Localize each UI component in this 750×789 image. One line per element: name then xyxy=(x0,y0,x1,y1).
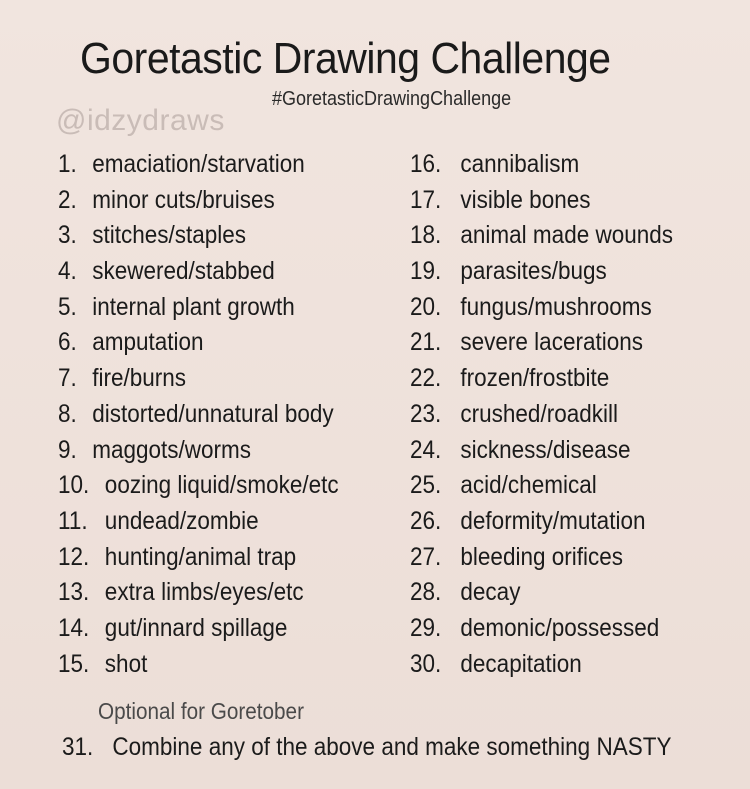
item-number: 30. xyxy=(410,649,442,678)
item-text: fungus/mushrooms xyxy=(460,292,652,321)
list-item xyxy=(58,540,339,576)
item-text: fire/burns xyxy=(92,364,186,393)
item-number: 13. xyxy=(58,578,90,607)
item-number: 31. xyxy=(62,733,94,761)
item-number: 23. xyxy=(410,399,442,428)
list-item xyxy=(58,325,339,361)
list-item xyxy=(58,433,339,469)
item-text: stitches/staples xyxy=(92,221,247,250)
item-number: 25. xyxy=(410,471,442,500)
list-item xyxy=(410,647,673,683)
item-text: internal plant growth xyxy=(92,292,295,321)
item-text: gut/innard spillage xyxy=(104,613,288,642)
item-text: crushed/roadkill xyxy=(460,399,618,428)
list-item xyxy=(410,540,673,576)
list-item xyxy=(410,468,673,504)
item-text: Combine any of the above and make something NASTY xyxy=(112,733,672,761)
item-text: severe lacerations xyxy=(460,328,644,357)
item-number: 20. xyxy=(410,292,442,321)
item-number: 28. xyxy=(410,578,442,607)
watermark: @idzydraws xyxy=(56,104,225,137)
list-item xyxy=(410,397,673,433)
item-number: 16. xyxy=(410,150,442,178)
list-item xyxy=(410,254,673,290)
optional-label: Optional for Goretober xyxy=(98,698,304,724)
item-number: 8. xyxy=(58,399,77,428)
item-text: cannibalism xyxy=(460,150,580,178)
list-item xyxy=(410,147,673,183)
list-item xyxy=(58,647,339,683)
item-text: animal made wounds xyxy=(460,221,674,250)
item-text: bleeding orifices xyxy=(460,542,624,571)
list-item xyxy=(58,147,339,183)
item-number: 9. xyxy=(58,435,77,464)
item-number: 27. xyxy=(410,542,442,571)
list-item xyxy=(58,504,339,540)
item-number: 18. xyxy=(410,221,442,250)
list-item xyxy=(410,361,673,397)
item-text: deformity/mutation xyxy=(460,506,646,535)
item-number: 29. xyxy=(410,613,442,642)
item-text: acid/chemical xyxy=(460,471,597,500)
item-number: 3. xyxy=(58,221,77,250)
list-item xyxy=(410,218,673,254)
page-title: Goretastic Drawing Challenge xyxy=(80,34,611,83)
list-item xyxy=(58,183,339,219)
item-text: oozing liquid/smoke/etc xyxy=(104,471,339,500)
item-number: 22. xyxy=(410,364,442,393)
item-number: 19. xyxy=(410,257,442,286)
list-item xyxy=(58,254,339,290)
item-number: 5. xyxy=(58,292,77,321)
item-text: extra limbs/eyes/etc xyxy=(104,578,304,607)
item-text: amputation xyxy=(92,328,204,357)
item-text: parasites/bugs xyxy=(460,257,607,286)
item-text: maggots/worms xyxy=(92,435,252,464)
item-number: 10. xyxy=(58,471,90,500)
prompt-list-right xyxy=(410,147,702,682)
item-text: demonic/possessed xyxy=(460,613,660,642)
list-item xyxy=(410,575,673,611)
hashtag: #GoretasticDrawingChallenge xyxy=(272,88,512,110)
item-number: 12. xyxy=(58,542,90,571)
list-item xyxy=(58,361,339,397)
prompt-list-left xyxy=(58,147,370,682)
item-text: decay xyxy=(460,578,521,607)
item-number: 26. xyxy=(410,506,442,535)
item-text: undead/zombie xyxy=(104,506,259,535)
list-item xyxy=(58,397,339,433)
item-text: frozen/frostbite xyxy=(460,364,610,393)
list-item xyxy=(410,325,673,361)
list-item xyxy=(410,433,673,469)
item-text: visible bones xyxy=(460,185,591,214)
item-text: hunting/animal trap xyxy=(104,542,297,571)
item-number: 2. xyxy=(58,185,77,214)
item-number: 17. xyxy=(410,185,442,214)
list-item xyxy=(58,611,339,647)
list-item xyxy=(58,468,339,504)
item-text: minor cuts/bruises xyxy=(92,185,275,214)
item-text: sickness/disease xyxy=(460,435,631,464)
item-text: decapitation xyxy=(460,649,582,678)
list-item xyxy=(410,183,673,219)
item-number: 1. xyxy=(58,150,77,178)
item-number: 11. xyxy=(58,506,88,535)
list-item xyxy=(410,611,673,647)
item-number: 21. xyxy=(410,328,442,357)
item-text: skewered/stabbed xyxy=(92,257,275,286)
list-item xyxy=(58,575,339,611)
list-item xyxy=(58,218,339,254)
item-number: 7. xyxy=(58,364,77,393)
item-text: shot xyxy=(104,649,148,678)
item-text: distorted/unnatural body xyxy=(92,399,334,428)
final-item xyxy=(62,733,671,762)
list-item xyxy=(410,504,673,540)
item-number: 15. xyxy=(58,649,90,678)
list-item xyxy=(410,290,673,326)
item-text: emaciation/starvation xyxy=(92,150,305,178)
item-number: 6. xyxy=(58,328,77,357)
item-number: 4. xyxy=(58,257,77,286)
list-item xyxy=(58,290,339,326)
item-number: 14. xyxy=(58,613,90,642)
item-number: 24. xyxy=(410,435,442,464)
